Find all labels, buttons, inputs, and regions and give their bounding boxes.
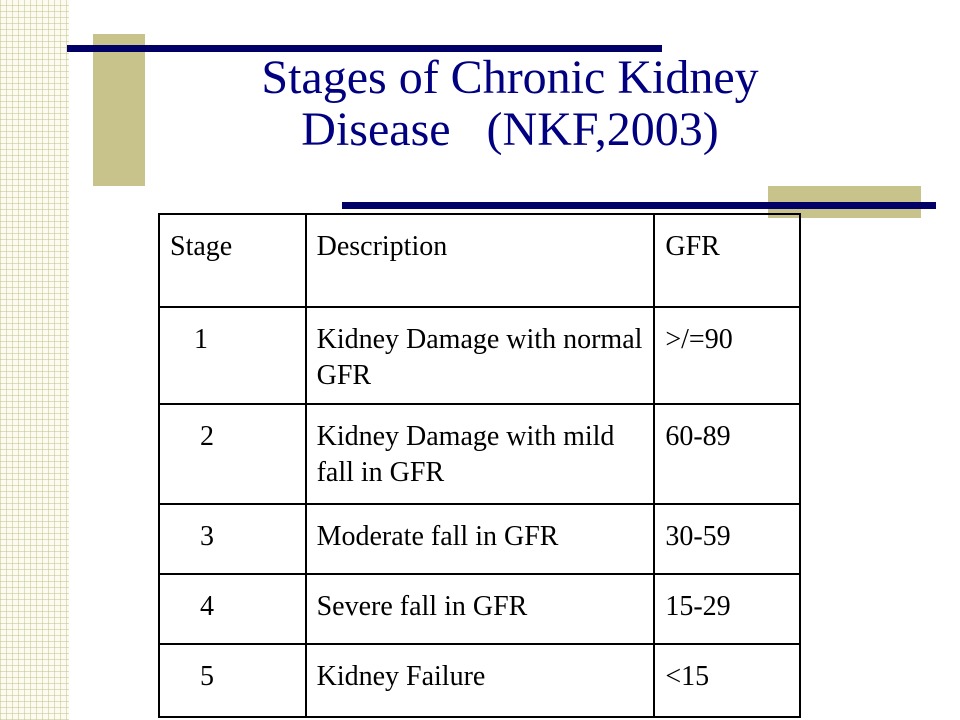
slide-title-line1: Stages of Chronic Kidney <box>261 51 759 104</box>
cell-description: Severe fall in GFR <box>306 574 655 644</box>
cell-gfr: >/=90 <box>654 307 800 404</box>
cell-gfr: 60-89 <box>654 404 800 504</box>
header-stage: Stage <box>159 214 306 307</box>
table-row <box>159 504 800 574</box>
table-row <box>159 574 800 644</box>
ckd-stages-table <box>158 213 801 718</box>
cell-gfr: 15-29 <box>654 574 800 644</box>
cell-description: Kidney Damage with normal GFR <box>306 307 655 404</box>
cell-gfr: <15 <box>654 644 800 717</box>
table-row <box>159 644 800 717</box>
header-gfr: GFR <box>654 214 800 307</box>
cell-stage: 2 <box>159 404 306 504</box>
header-description: Description <box>306 214 655 307</box>
cell-stage: 5 <box>159 644 306 717</box>
cell-description: Kidney Failure <box>306 644 655 717</box>
slide-title <box>160 52 860 156</box>
cell-stage: 4 <box>159 574 306 644</box>
cell-description: Moderate fall in GFR <box>306 504 655 574</box>
cell-description: Kidney Damage with mild fall in GFR <box>306 404 655 504</box>
decorative-khaki-block-top <box>93 34 145 186</box>
table-row <box>159 307 800 404</box>
cell-stage: 3 <box>159 504 306 574</box>
slide-title-line2: Disease (NKF,2003) <box>301 103 719 156</box>
cell-gfr: 30-59 <box>654 504 800 574</box>
table-row <box>159 404 800 504</box>
table-header-row <box>159 214 800 307</box>
decorative-navy-line-right <box>342 202 936 209</box>
hatched-side-pattern <box>0 0 69 720</box>
cell-stage: 1 <box>159 307 306 404</box>
